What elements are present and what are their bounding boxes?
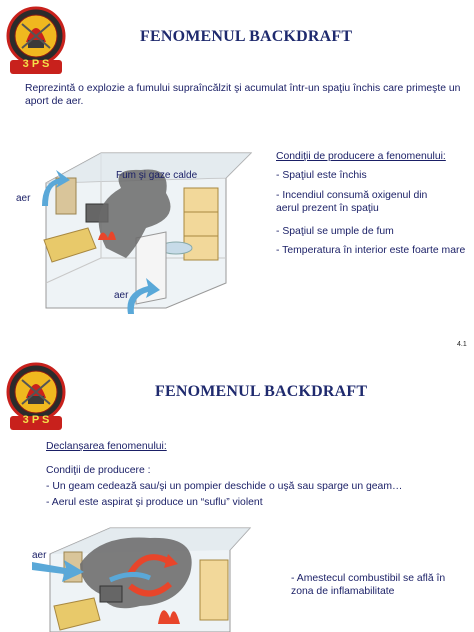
air-arrow-left [36,168,72,208]
logo-text: 3 P S [22,58,50,70]
mixture-note: - Amestecul combustibil se află în zona de inflamabilitate [291,573,446,597]
slide-2 [0,356,474,632]
intro-text: Reprezintă o explozie a fumului supraîncălzit şi acumulat într-un spaţiu închis care primeşte un aport de aer. [25,83,461,107]
logo-text: 3 P S [22,414,50,426]
label-air-left: aer [16,193,31,204]
page-title: FENOMENUL BACKDRAFT [155,383,368,400]
condition-item: - Spaţiul se umple de fum [276,226,394,237]
label-smoke: Fum şi gaze calde [116,170,198,181]
page-title: FENOMENUL BACKDRAFT [140,28,353,45]
label-air-bottom: aer [114,290,129,301]
page-number: 4.1 [457,341,467,348]
condition-item: - Un geam cedează sau/şi un pompier deschide o uşă sau sparge un geam… [46,481,403,492]
condition-item: - Incendiul consumă oxigenul din aerul prezent în spaţiu [276,190,428,214]
condition-item: - Spaţiul este închis [276,170,367,181]
conditions-heading: Condiţii de producere a fenomenului: [276,151,446,162]
condition-item: - Aerul este aspirat şi produce un “suflu” violent [46,497,263,508]
trigger-heading: Declanşarea fenomenului: [46,441,167,452]
label-air: aer [32,550,47,561]
condition-item: - Temperatura în interior este foarte mare [276,245,466,256]
conditions-label: Condiţii de producere : [46,465,151,476]
